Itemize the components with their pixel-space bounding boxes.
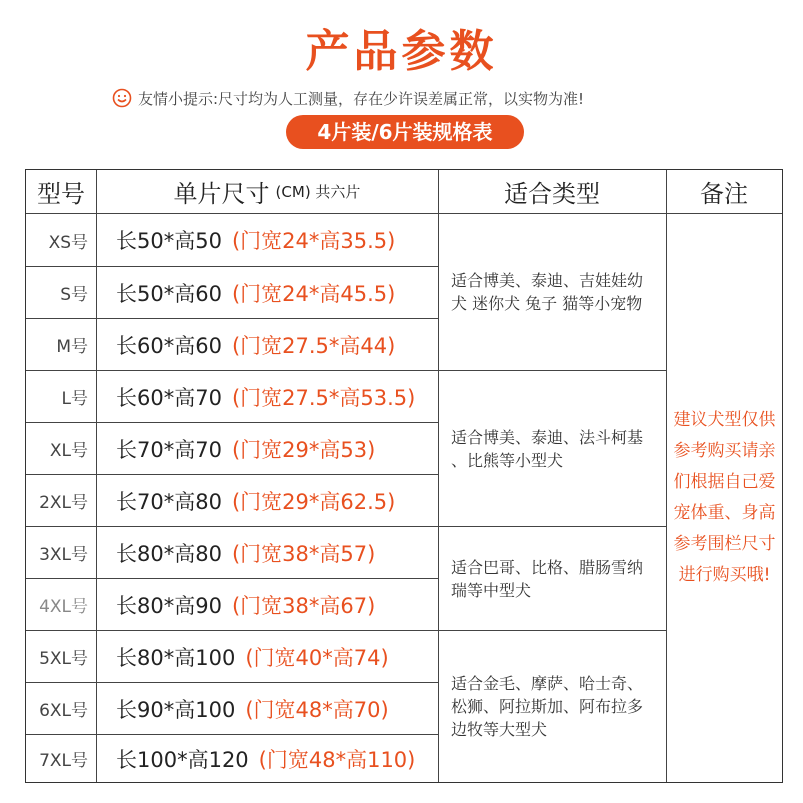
row-model: 4XL号 xyxy=(39,597,88,617)
table-row xyxy=(96,423,438,474)
size-value: 长90*高100 xyxy=(116,697,236,722)
door-size: (门宽38*高57) xyxy=(231,541,376,566)
table-row xyxy=(96,579,438,630)
suitable-text: 适合金毛、摩萨、哈士奇、松狮、阿拉斯加、阿布拉多边牧等大型犬 xyxy=(451,674,644,739)
size-value: 长80*高100 xyxy=(116,645,236,670)
door-size: (门宽48*高70) xyxy=(245,697,389,722)
tip-line xyxy=(112,87,584,109)
suitable-text: 适合博美、泰迪、吉娃娃幼犬 迷你犬 兔子 猫等小宠物 xyxy=(451,271,644,313)
header-size-label: 单片尺寸 xyxy=(173,180,270,208)
size-value: 长80*高80 xyxy=(116,541,222,566)
row-model: 3XL号 xyxy=(39,545,88,565)
suitable-group xyxy=(439,527,666,630)
row-model: 2XL号 xyxy=(39,493,88,513)
door-size: (门宽27.5*高44) xyxy=(231,333,396,358)
row-model: XL号 xyxy=(49,441,88,461)
row-model: S号 xyxy=(60,285,88,305)
row-model: M号 xyxy=(56,337,88,357)
remark-cell xyxy=(667,214,782,782)
size-value: 长70*高70 xyxy=(116,437,222,462)
door-size: (门宽29*高53) xyxy=(231,437,376,462)
smiley-icon xyxy=(112,88,132,108)
size-value: 长50*高50 xyxy=(116,229,222,253)
suitable-text: 适合博美、泰迪、法斗柯基 、比熊等小型犬 xyxy=(451,427,644,470)
header-remark: 备注 xyxy=(700,180,748,208)
size-value: 长70*高80 xyxy=(116,489,222,514)
table-row xyxy=(96,683,438,734)
tip-text: 友情小提示:尺寸均为人工测量，存在少许误差属正常，以实物为准! xyxy=(138,89,585,108)
size-value: 长100*高120 xyxy=(116,747,249,772)
row-model: L号 xyxy=(61,389,88,409)
size-value: 长60*高60 xyxy=(116,333,222,358)
door-size: (门宽40*高74) xyxy=(245,645,389,670)
door-size: (门宽29*高62.5) xyxy=(231,489,396,514)
row-model: XS号 xyxy=(48,232,88,253)
door-size: (门宽48*高110) xyxy=(258,747,416,772)
size-value: 长50*高60 xyxy=(116,281,222,306)
row-model: 5XL号 xyxy=(39,649,88,669)
table-row xyxy=(96,371,438,422)
page-title: 产品参数 xyxy=(305,26,498,77)
door-size: (门宽24*高45.5) xyxy=(231,281,396,306)
table-row xyxy=(96,475,438,526)
suitable-text: 适合巴哥、比格、腊肠雪纳瑞等中型犬 xyxy=(451,557,644,600)
table-row xyxy=(96,735,438,782)
table-row xyxy=(96,527,438,578)
header-size xyxy=(96,170,438,213)
table-row xyxy=(96,319,438,370)
size-value: 长60*高70 xyxy=(116,385,222,410)
remark-text: 建议犬型仅供参考购买请亲们根据自己爱宠体重、身高参考围栏尺寸进行购买哦! xyxy=(673,410,776,585)
header-size-unit: (CM) 共六片 xyxy=(275,183,361,201)
table-row xyxy=(96,267,438,318)
row-model: 6XL号 xyxy=(39,701,88,721)
suitable-group xyxy=(439,631,666,782)
spec-badge: 4片装/6片装规格表 xyxy=(286,115,524,149)
door-size: (门宽27.5*高53.5) xyxy=(231,385,416,410)
spec-table xyxy=(25,169,783,783)
table-row xyxy=(96,214,438,266)
row-model: 7XL号 xyxy=(39,751,88,771)
suitable-group xyxy=(439,371,666,526)
door-size: (门宽24*高35.5) xyxy=(231,229,396,253)
table-row xyxy=(96,631,438,682)
size-value: 长80*高90 xyxy=(116,593,222,618)
door-size: (门宽38*高67) xyxy=(231,593,376,618)
suitable-group xyxy=(439,214,666,370)
header-model: 型号 xyxy=(37,180,85,208)
header-suitable: 适合类型 xyxy=(504,180,600,208)
